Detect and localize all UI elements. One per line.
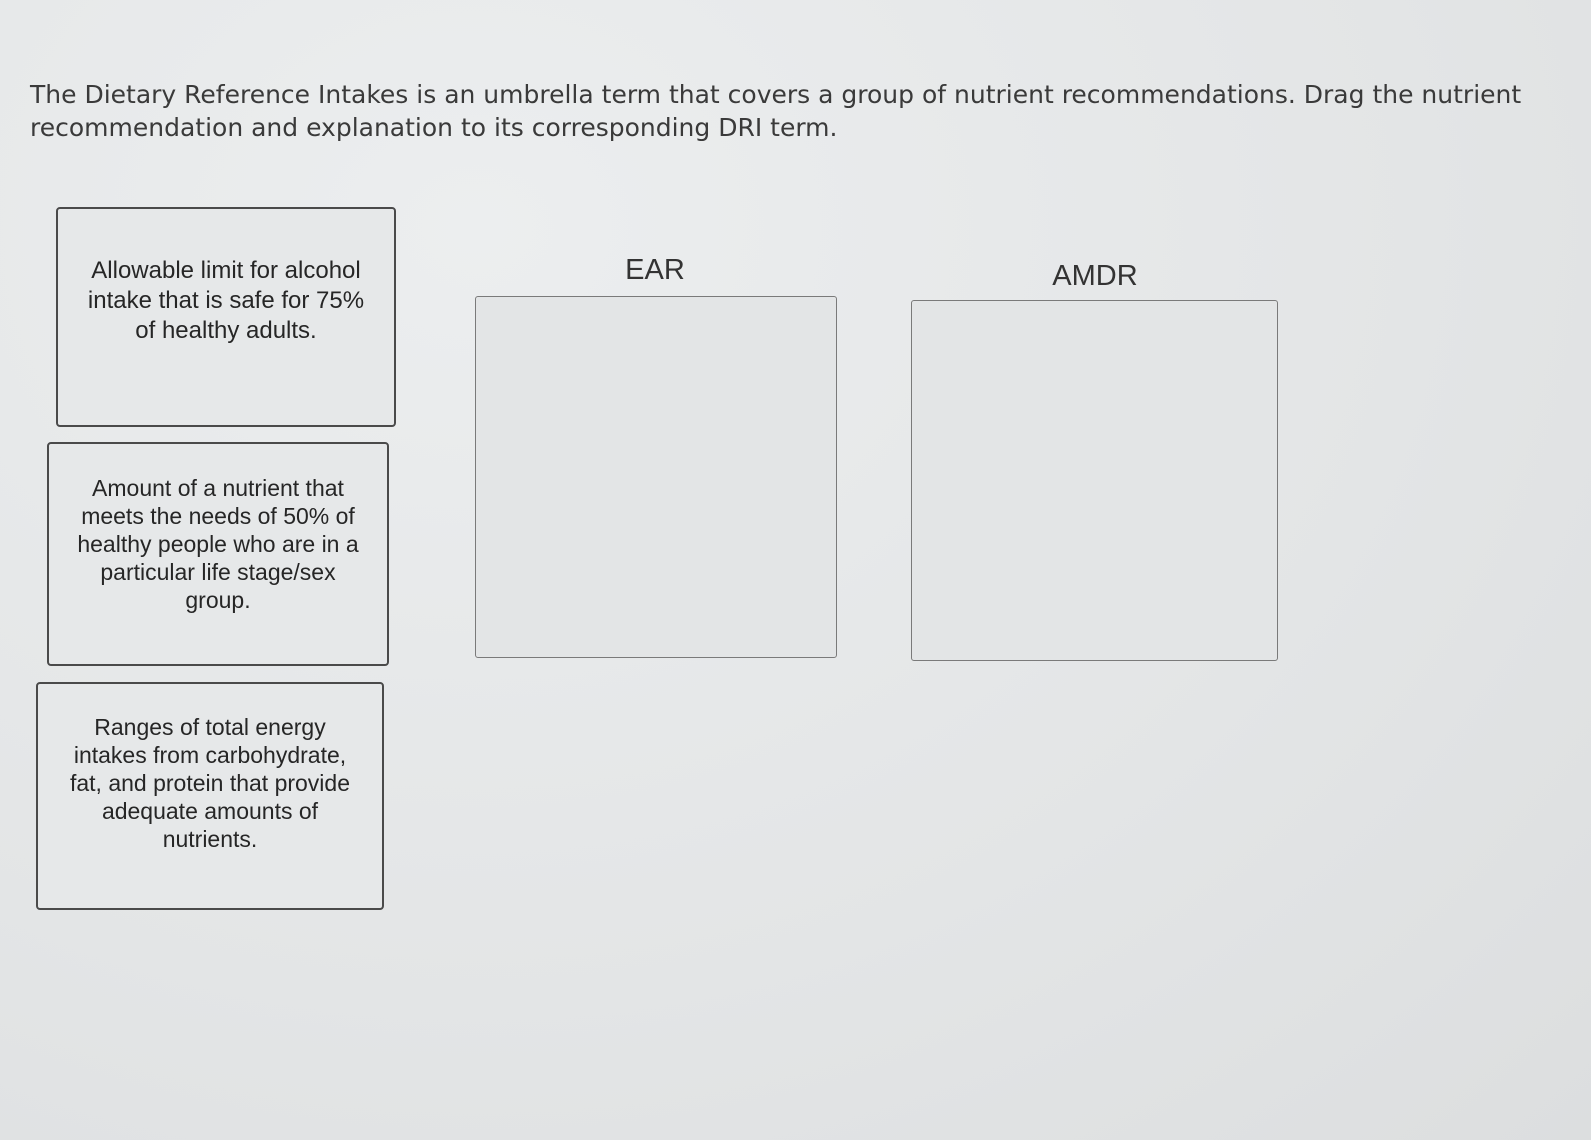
drop-zone-label-amdr: AMDR bbox=[1052, 260, 1138, 292]
card-text: Ranges of total energy intakes from carbohydrate, fat, and protein that provide adequate amounts of nutrients. bbox=[69, 714, 351, 852]
drop-zone-ear[interactable] bbox=[475, 296, 837, 658]
question-instructions: The Dietary Reference Intakes is an umbrella term that covers a group of nutrient recommendations. Drag the nutrient recommendation and explanation to its corresponding DRI term. bbox=[30, 80, 1522, 142]
drop-zone-amdr[interactable] bbox=[911, 300, 1278, 661]
draggable-card-alcohol-limit[interactable] bbox=[56, 207, 396, 427]
card-text: Amount of a nutrient that meets the needs of 50% of healthy people who are in a particular life stage/sex group. bbox=[77, 475, 359, 613]
draggable-card-nutrient-50-percent[interactable] bbox=[47, 442, 389, 666]
draggable-card-energy-ranges[interactable] bbox=[36, 682, 384, 910]
card-text: Allowable limit for alcohol intake that is safe for 75% of healthy adults. bbox=[87, 257, 365, 344]
drop-zone-label-ear: EAR bbox=[625, 254, 685, 286]
